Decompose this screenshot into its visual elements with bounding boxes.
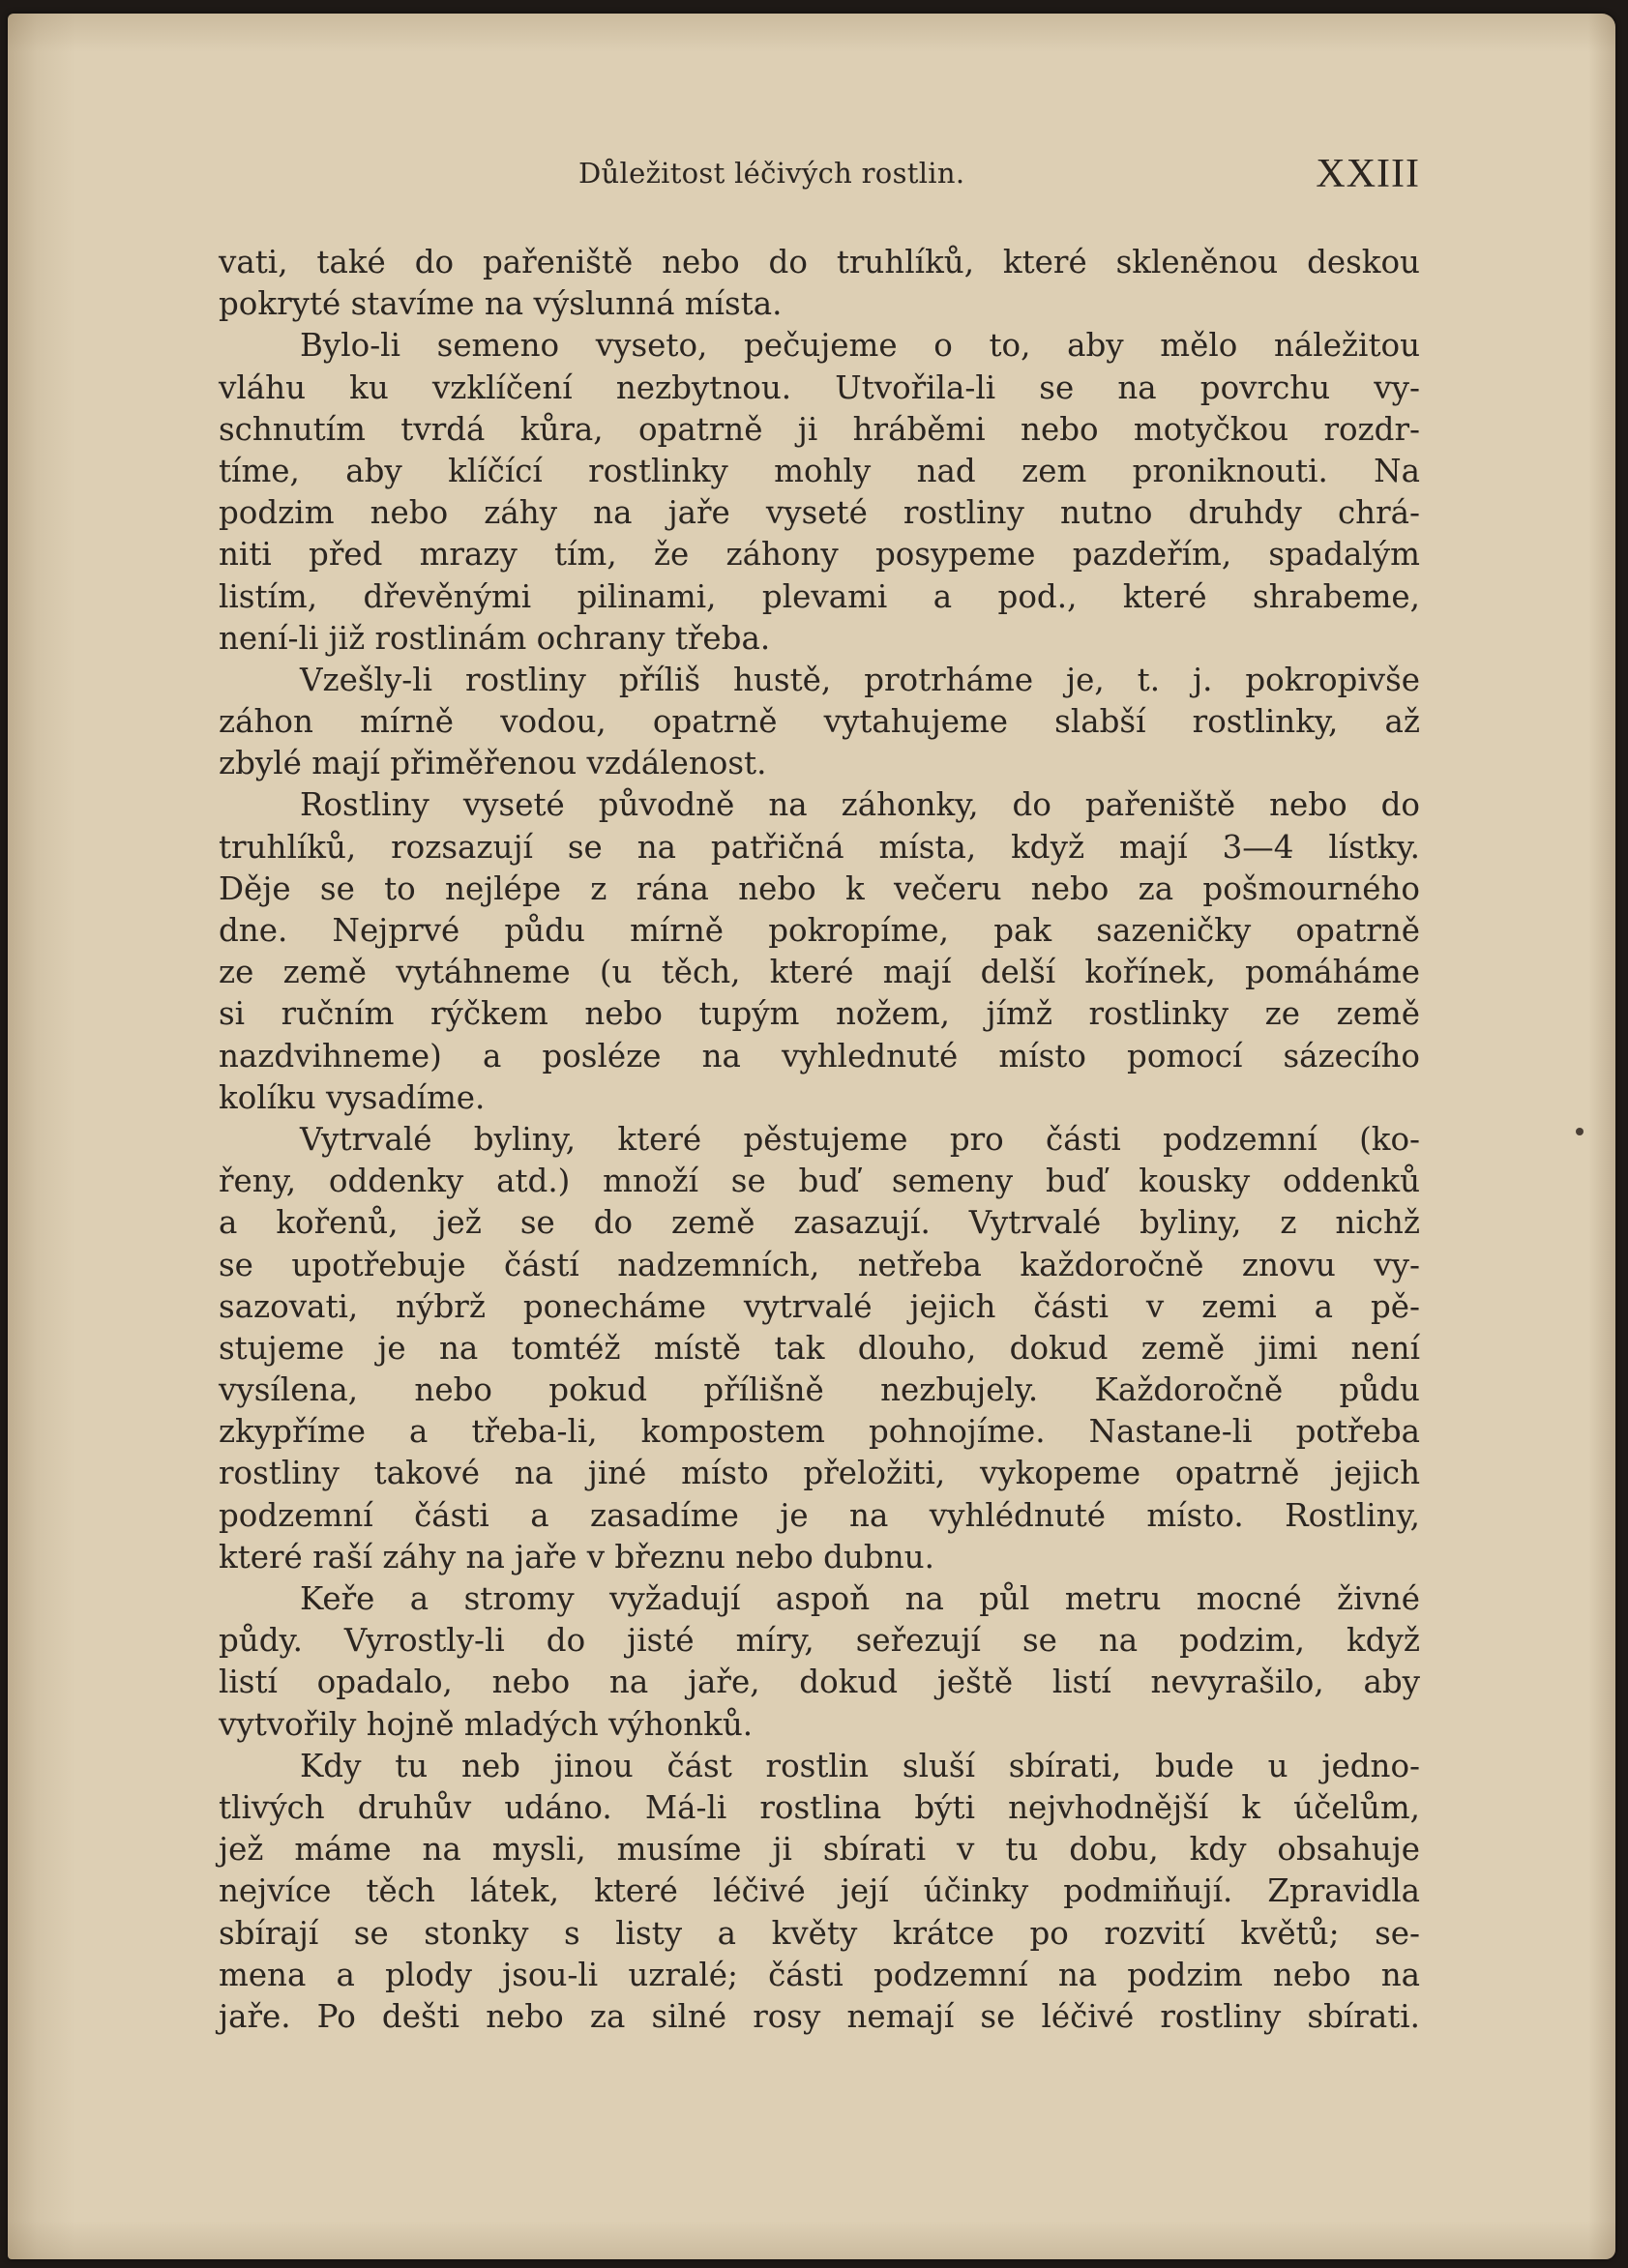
text-line: sazovati, nýbrž ponecháme vytrvalé jejich části v zemi a pě- bbox=[219, 1287, 1420, 1325]
text-line: tlivých druhův udáno. Má-li rostlina býti nejvhodnější k účelům, bbox=[219, 1788, 1420, 1826]
text-line: dne. Nejprvé půdu mírně pokropíme, pak sazeničky opatrně bbox=[219, 912, 1420, 949]
text-line: není-li již rostlinám ochrany třeba. bbox=[219, 619, 771, 657]
text-line: vati, také do pařeniště nebo do truhlíků, které skleněnou deskou bbox=[219, 244, 1420, 280]
text-line: ze země vytáhneme (u těch, které mají delší kořínek, pomáháme bbox=[219, 954, 1420, 991]
text-line: podzim nebo záhy na jaře vyseté rostliny nutno druhdy chrá- bbox=[219, 494, 1420, 532]
body-text bbox=[219, 242, 1420, 2038]
text-line: se upotřebuje částí nadzemních, netřeba každoročně znovu vy- bbox=[219, 1246, 1420, 1283]
text-line: pokryté stavíme na výslunná místa. bbox=[219, 285, 783, 323]
text-line: listím, dřevěnými pilinami, plevami a pod., které shrabeme, bbox=[219, 577, 1420, 615]
text-line: záhon mírně vodou, opatrně vytahujeme slabší rostlinky, až bbox=[219, 703, 1420, 741]
text-line: si ručním rýčkem nebo tupým nožem, jímž rostlinky ze země bbox=[219, 995, 1420, 1033]
text-line: jež máme na mysli, musíme ji sbírati v tu dobu, kdy obsahuje bbox=[219, 1831, 1420, 1869]
text-line: půdy. Vyrostly-li do jisté míry, seřezují se na podzim, když bbox=[219, 1622, 1420, 1660]
text-line: Vzešly-li rostliny příliš hustě, protrháme je, t. j. pokropivše bbox=[300, 661, 1420, 698]
text-line: stujeme je na tomtéž místě tak dlouho, dokud země jimi není bbox=[219, 1329, 1420, 1367]
text-line: které raší záhy na jaře v březnu nebo dubnu. bbox=[219, 1538, 934, 1576]
text-line: rostliny takové na jiné místo přeložiti, vykopeme opatrně jejich bbox=[219, 1455, 1420, 1492]
text-line: nazdvihneme) a posléze na vyhlednuté místo pomocí sázecího bbox=[219, 1037, 1420, 1075]
text-line: zbylé mají přiměřenou vzdálenost. bbox=[219, 745, 767, 782]
text-line: sbírají se stonky s listy a květy krátce po rozvití květů; se- bbox=[219, 1914, 1420, 1952]
text-line: vysílena, nebo pokud přílišně nezbujely. Každoročně půdu bbox=[219, 1371, 1420, 1409]
text-line: jaře. Po dešti nebo za silné rosy nemají se léčivé rostliny sbírati. bbox=[219, 1997, 1420, 2035]
text-line: kolíku vysadíme. bbox=[219, 1078, 486, 1116]
page-header bbox=[578, 151, 1420, 199]
text-line: schnutím tvrdá kůra, opatrně ji hráběmi nebo motyčkou rozdr- bbox=[219, 410, 1420, 448]
text-line: truhlíků, rozsazují se na patřičná místa, když mají 3—4 lístky. bbox=[219, 828, 1420, 866]
running-title: Důležitost léčivých rostlin. bbox=[578, 157, 965, 190]
text-line: Vytrvalé byliny, které pěstujeme pro části podzemní (ko- bbox=[300, 1120, 1420, 1158]
text-line: Rostliny vyseté původně na záhonky, do pařeniště nebo do bbox=[300, 786, 1420, 824]
text-line: podzemní části a zasadíme je na vyhlédnuté místo. Rostliny, bbox=[219, 1496, 1420, 1534]
text-line: řeny, oddenky atd.) množí se buď semeny buď kousky oddenků bbox=[219, 1163, 1420, 1200]
text-line: mena a plody jsou-li uzralé; části podzemní na podzim nebo na bbox=[219, 1956, 1420, 1993]
page-number: XXIII bbox=[1316, 152, 1420, 196]
text-line: a kořenů, jež se do země zasazují. Vytrvalé byliny, z nichž bbox=[219, 1204, 1420, 1242]
text-line: vytvořily hojně mladých výhonků. bbox=[219, 1705, 754, 1743]
text-line: listí opadalo, nebo na jaře, dokud ještě listí nevyrašilo, aby bbox=[219, 1664, 1420, 1701]
text-line: Bylo-li semeno vyseto, pečujeme o to, aby mělo náležitou bbox=[300, 327, 1420, 365]
text-line: nejvíce těch látek, které léčivé její účinky podmiňují. Zpravidla bbox=[219, 1872, 1420, 1910]
text-line: Děje se to nejlépe z rána nebo k večeru nebo za pošmourného bbox=[219, 869, 1420, 907]
text-line: Keře a stromy vyžadují aspoň na půl metru mocné živné bbox=[300, 1580, 1420, 1617]
text-line: Kdy tu neb jinou část rostlin sluší sbírati, bude u jedno- bbox=[300, 1747, 1420, 1784]
text-line: zkypříme a třeba-li, kompostem pohnojíme. Nastane-li potřeba bbox=[219, 1413, 1420, 1451]
ink-speck bbox=[1576, 1128, 1584, 1135]
text-line: vláhu ku vzklíčení nezbytnou. Utvořila-li se na povrchu vy- bbox=[219, 368, 1420, 406]
text-line: niti před mrazy tím, že záhony posypeme pazdeřím, spadalým bbox=[219, 536, 1420, 574]
text-line: tíme, aby klíčící rostlinky mohly nad zem proniknouti. Na bbox=[219, 452, 1420, 489]
book-page bbox=[8, 14, 1615, 2259]
